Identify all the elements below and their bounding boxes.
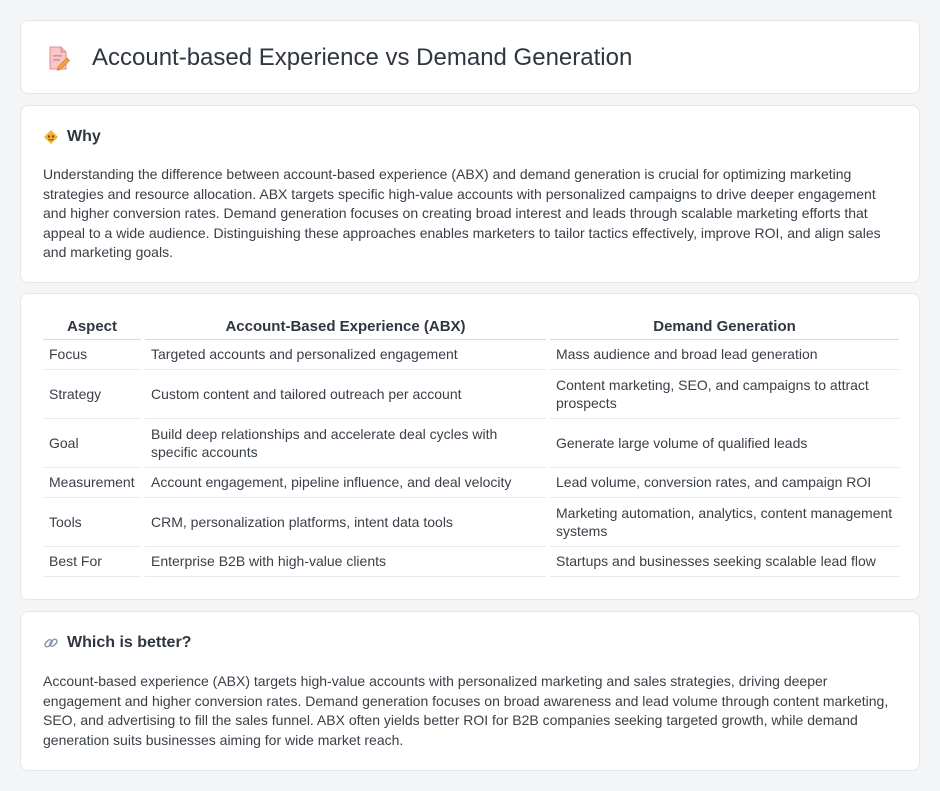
row-demand-gen-value: Mass audience and broad lead generation [548,339,899,369]
row-abx-value: Enterprise B2B with high-value clients [143,546,548,576]
better-body: Account-based experience (ABX) targets high-value accounts with personalized marketing and sales strategies, driving deeper engagement and higher conversion rates. Demand generation focuses on broad awareness and lead volume through content marketing, SEO, and advertising to fill the sales funnel. ABX often yields better ROI for B2B companies seeking targeted growth, while demand generation suits businesses aiming for wide market reach. [43,673,889,748]
table-row [43,418,899,467]
row-abx-value: Custom content and tailored outreach per account [143,369,548,418]
why-heading: Why [67,128,101,145]
table-row [43,339,899,369]
row-demand-gen-value: Marketing automation, analytics, content management systems [548,497,899,546]
row-aspect: Measurement [43,467,143,497]
column-header-abx: Account-Based Experience (ABX) [143,315,548,339]
lightbulb-icon [43,129,59,145]
table-row [43,497,899,546]
row-aspect: Tools [43,497,143,546]
row-demand-gen-value: Startups and businesses seeking scalable lead flow [548,546,899,576]
table-header-row [43,315,899,339]
why-section [20,105,920,283]
comparison-table [43,315,899,577]
row-abx-value: Build deep relationships and accelerate deal cycles with specific accounts [143,418,548,467]
document-edit-icon [45,45,71,71]
link-icon [43,635,59,651]
row-aspect: Focus [43,339,143,369]
row-aspect: Best For [43,546,143,576]
table-row [43,467,899,497]
page-title: Account-based Experience vs Demand Generation [92,44,633,71]
better-heading: Which is better? [67,634,192,651]
row-aspect: Goal [43,418,143,467]
column-header-demand-generation: Demand Generation [548,315,899,339]
header-card [20,20,920,94]
row-abx-value: CRM, personalization platforms, intent data tools [143,497,548,546]
comparison-table-section [20,293,920,600]
why-heading-row [43,127,101,147]
which-is-better-section [20,611,920,771]
row-demand-gen-value: Generate large volume of qualified leads [548,418,899,467]
table-row [43,369,899,418]
why-body: Understanding the difference between account-based experience (ABX) and demand generation is crucial for optimizing marketing strategies and resource allocation. ABX targets specific high-value accounts with personalized campaigns to drive deeper engagement and higher conversion rates. Demand generation focuses on creating broad interest and leads through scalable marketing efforts that appeal to a wide audience. Distinguishing these approaches enables marketers to tailor tactics effectively, improve ROI, and align sales and marketing goals. [43,166,881,260]
table-row [43,546,899,576]
row-abx-value: Targeted accounts and personalized engagement [143,339,548,369]
better-heading-row [43,633,191,653]
row-demand-gen-value: Content marketing, SEO, and campaigns to attract prospects [548,369,899,418]
row-demand-gen-value: Lead volume, conversion rates, and campaign ROI [548,467,899,497]
row-abx-value: Account engagement, pipeline influence, and deal velocity [143,467,548,497]
row-aspect: Strategy [43,369,143,418]
column-header-aspect: Aspect [43,315,143,339]
